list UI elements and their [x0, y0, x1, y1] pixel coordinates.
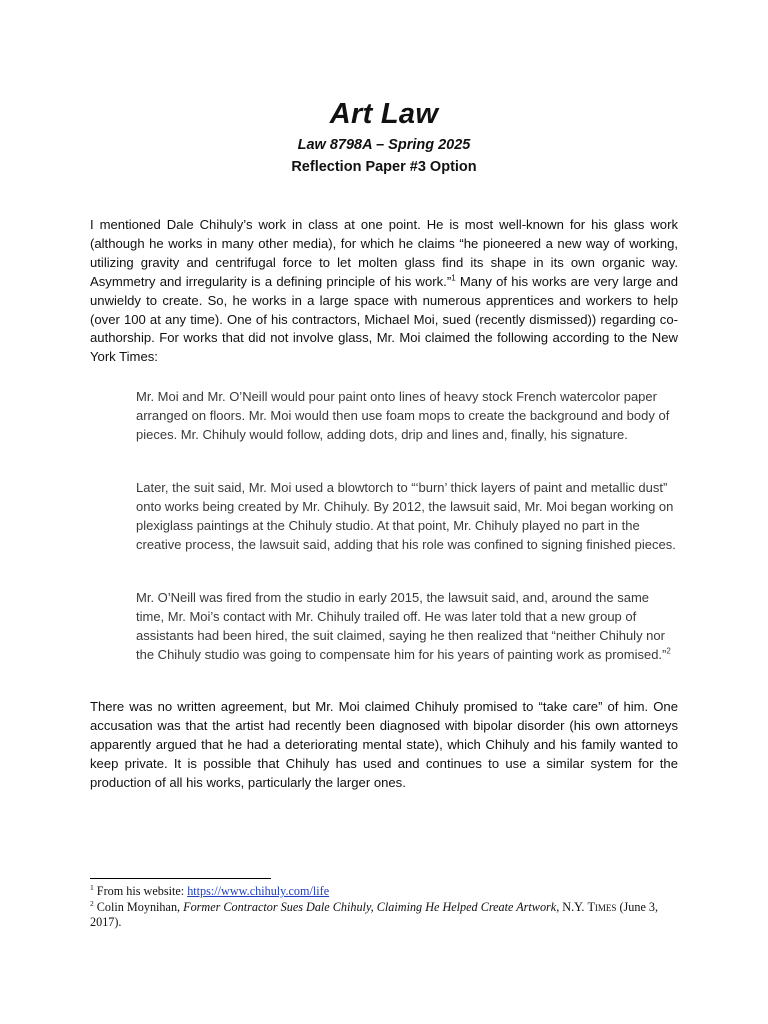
footnotes-section [90, 884, 678, 931]
footnote-2-number: 2 [90, 898, 94, 908]
footnote-2-author: Colin Moynihan, [93, 899, 184, 914]
footnote-2-date: (June 3, 2017). [90, 899, 659, 929]
footnote-ref-1[interactable]: 1 [451, 273, 456, 283]
intro-paragraph [90, 216, 678, 367]
website-link[interactable]: https://www.chihuly.com/life [187, 884, 330, 898]
footnote-2-article-title: Former Contractor Sues Dale Chihuly, Claiming He Helped Create Artwork [183, 899, 557, 914]
intro-text-a: I mentioned Dale Chihuly’s work in class at one point. He is most well-known for his glass work (although he works in many other media), for which he claims “he pioneered a new way of working, utilizing gravity and centrifugal force to let molten glass find its shape in its own organic way. Asymmetry and irregularity is a defining principle of his work.” [90, 217, 678, 289]
footnote-separator [90, 878, 271, 879]
footnote-1-text: From his website: [93, 884, 188, 898]
footnote-2-pub-prefix: , N.Y. [556, 899, 588, 914]
footnote-1 [90, 884, 678, 900]
block-quote-paragraph-1: Mr. Moi and Mr. O’Neill would pour paint onto lines of heavy stock French watercolor paper arranged on floors. Mr. Moi would then use foam mops to create the background and body of pieces. Mr. Chihuly would follow, adding dots, drip and lines and, finally, his signature. [136, 389, 670, 442]
course-label: Law 8798A – Spring 2025 [297, 137, 471, 153]
document-header [0, 96, 768, 178]
footnote-1-number: 1 [90, 882, 94, 892]
document-title: Art Law [329, 98, 439, 130]
block-quote-text-3: Mr. O’Neill was fired from the studio in early 2015, the lawsuit said, and, around the same time, Mr. Moi’s contact with Mr. Chihuly trailed off. He was later told that a new group of assistants had been hired, the suit claimed, saying he then realized that “neither Chihuly nor the Chihuly studio was going to compensate him for his years of painting work as promised.” [136, 590, 667, 662]
footnote-2-publication: Times [587, 899, 617, 914]
block-quote-paragraph-3 [136, 588, 678, 664]
footnote-2 [90, 900, 678, 931]
conclusion-paragraph: There was no written agreement, but Mr. Moi claimed Chihuly promised to “take care” of him. One accusation was that the artist had recently been diagnosed with bipolar disorder (his own attorneys apparently argued that he had a deteriorating mental state), which Chihuly and his family wanted to keep private. It is possible that Chihuly has used and continues to use a similar system for the production of all his works, particularly the larger ones. [90, 699, 678, 790]
footnote-ref-2[interactable]: 2 [666, 646, 671, 656]
block-quote-paragraph-2: Later, the suit said, Mr. Moi used a blowtorch to “‘burn’ thick layers of paint and metallic dust” onto works being created by Mr. Chihuly. By 2012, the lawsuit said, Mr. Moi began working on plexiglass paintings at the Chihuly studio. At that point, Mr. Chihuly played no part in the creative process, the lawsuit said, adding that his role was confined to signing finished pieces. [136, 480, 676, 552]
assignment-label: Reflection Paper #3 Option [291, 159, 477, 175]
intro-text-b: Many of his works are very large and unwieldy to create. So, he works in a large space with numerous apprentices and workers to help (over 100 at any time). One of his contractors, Michael Moi, sued (recently dismissed)) regarding co-authorship. For works that did not involve glass, Mr. Moi claimed the following according to the New York Times: [90, 273, 678, 365]
